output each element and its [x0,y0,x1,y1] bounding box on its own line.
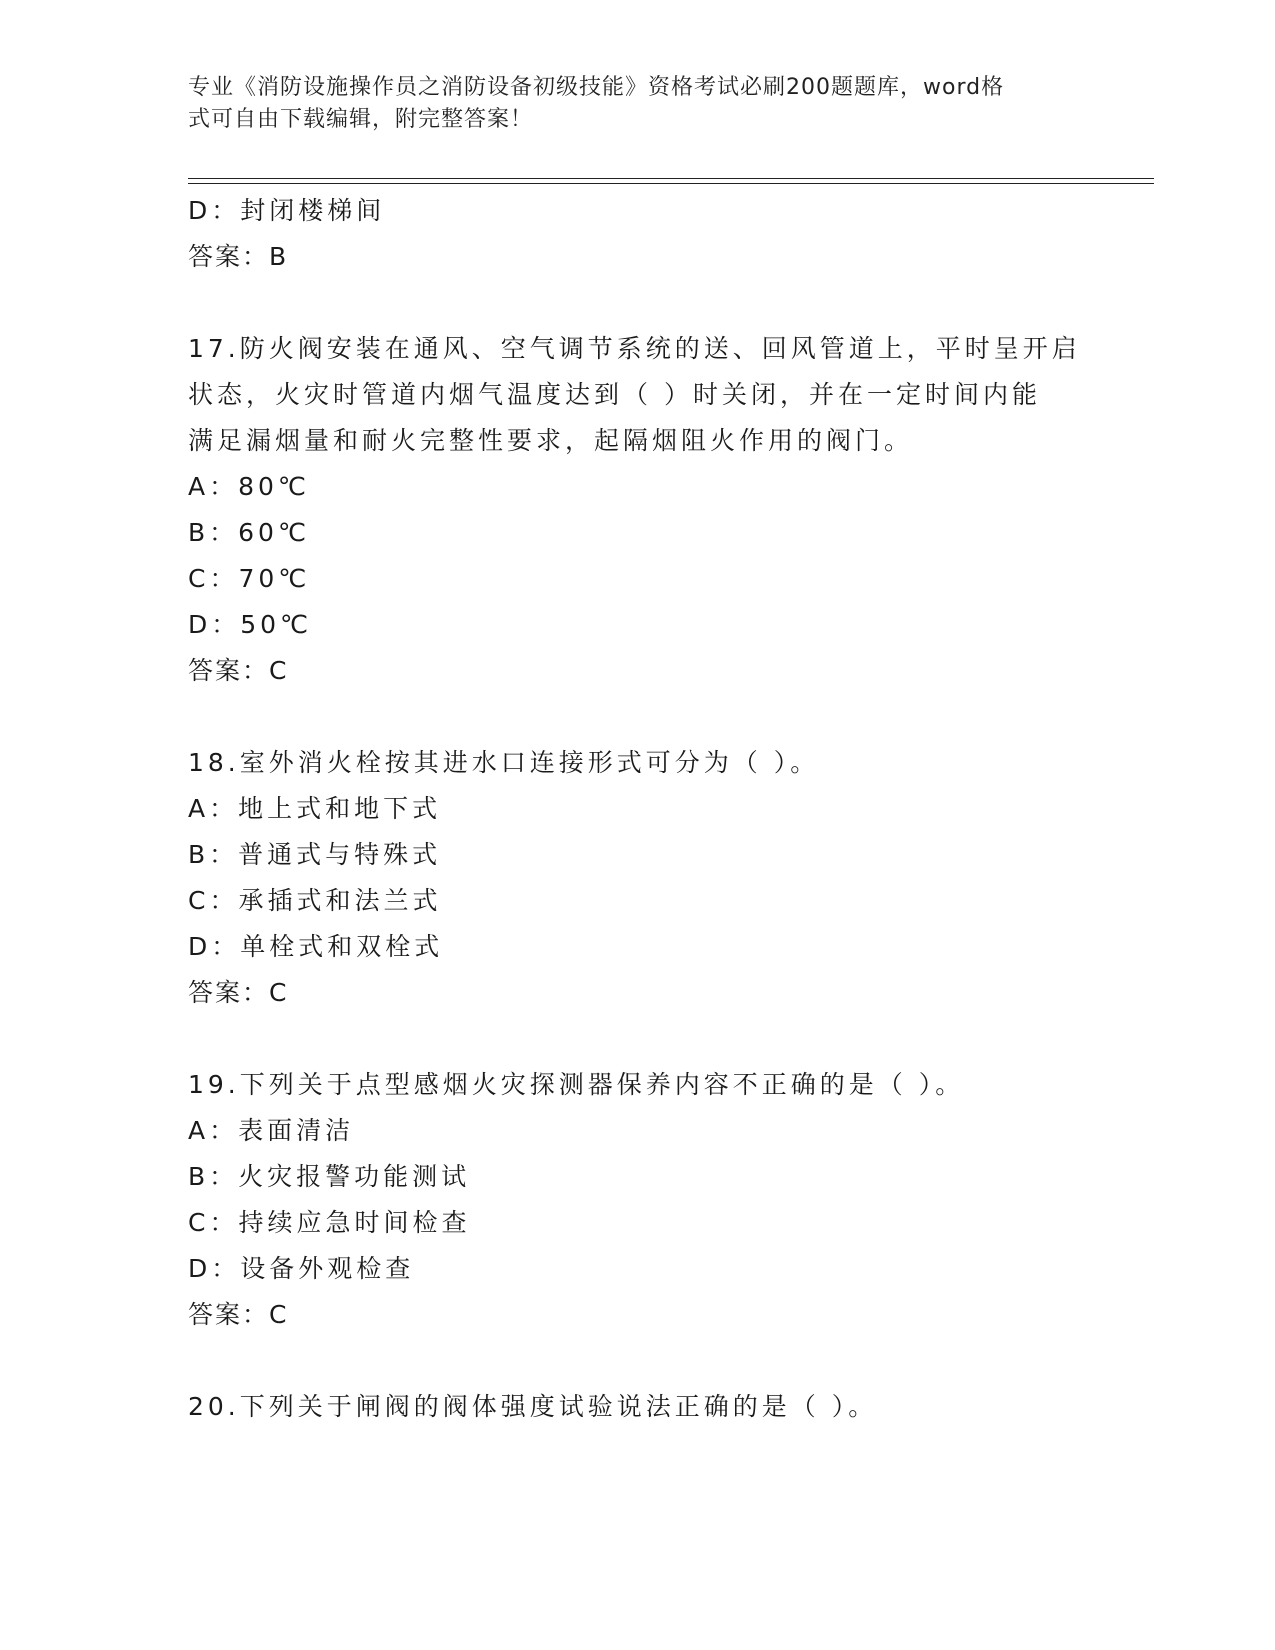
option-d: D：50℃ [188,610,313,639]
header-line-1: 专业《消防设施操作员之消防设备初级技能》资格考试必刷200题题库，word格 [188,75,1005,100]
question-stem-line: 19.下列关于点型感烟火灾探测器保养内容不正确的是（ ）。 [188,1070,965,1099]
answer: 答案：C [188,978,289,1007]
spacer [188,280,1088,326]
option-a: A：80℃ [188,472,310,501]
option-c: C：70℃ [188,564,311,593]
option-a: A：表面清洁 [188,1116,355,1145]
question-stem-line: 17.防火阀安装在通风、空气调节系统的送、回风管道上，平时呈开启 [188,334,1081,363]
question-18 [188,740,1088,1016]
header-rule-bottom [188,183,1154,184]
spacer [188,1016,1088,1062]
question-stem-line: 状态，火灾时管道内烟气温度达到（ ）时关闭，并在一定时间内能 [188,380,1041,409]
question-stem-line: 20.下列关于闸阀的阀体强度试验说法正确的是（ ）。 [188,1392,878,1421]
option-a: A：地上式和地下式 [188,794,442,823]
header-rule-top [188,178,1154,179]
option-d: D：单栓式和双栓式 [188,932,444,961]
answer: 答案：C [188,656,289,685]
document-body [188,188,1088,1430]
option-b: B：火灾报警功能测试 [188,1162,471,1191]
spacer [188,1338,1088,1384]
page-header [188,72,1068,136]
answer: 答案：C [188,1300,289,1329]
spacer [188,694,1088,740]
question-stem-line: 18.室外消火栓按其进水口连接形式可分为（ ）。 [188,748,820,777]
option-d: D：设备外观检查 [188,1254,415,1283]
option-c: C：持续应急时间检查 [188,1208,471,1237]
option-b: B：普通式与特殊式 [188,840,442,869]
question-19 [188,1062,1088,1338]
option-c: C：承插式和法兰式 [188,886,442,915]
option-b: B：60℃ [188,518,311,547]
question-stem-line: 满足漏烟量和耐火完整性要求，起隔烟阻火作用的阀门。 [188,426,914,455]
question-17 [188,326,1088,694]
prev-option-d: D：封闭楼梯间 [188,196,386,225]
prev-answer: 答案：B [188,242,289,271]
question-20 [188,1384,1088,1430]
header-line-2: 式可自由下载编辑，附完整答案！ [188,107,534,132]
